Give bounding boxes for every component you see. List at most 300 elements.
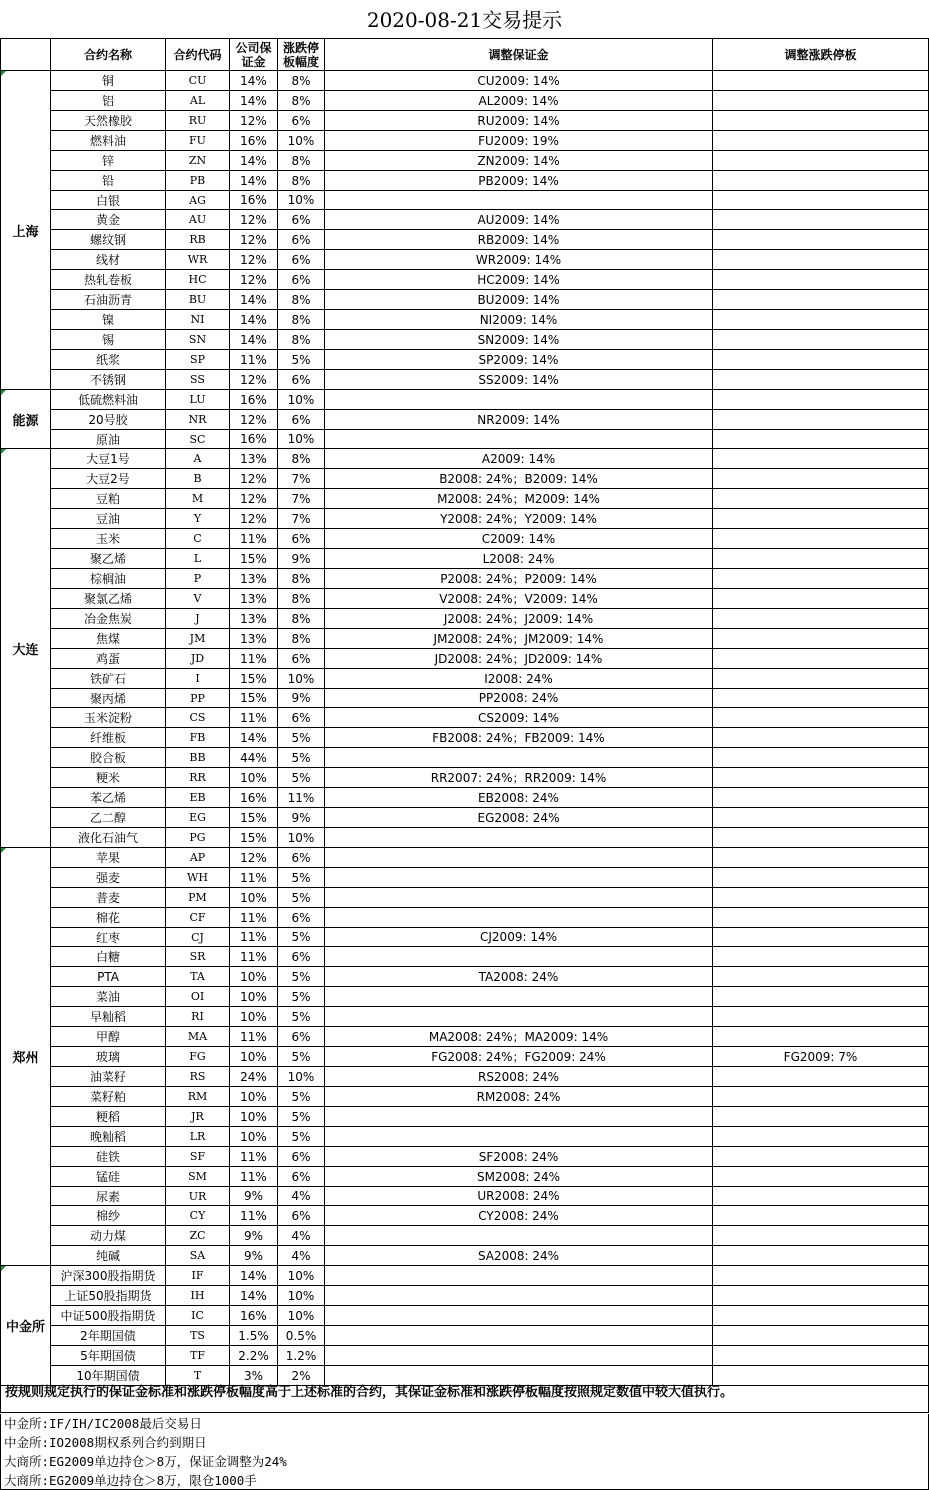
adjusted-margin: NI2009: 14% [479, 312, 558, 327]
contract-code: RB [189, 233, 206, 246]
company-margin: 15% [240, 671, 267, 686]
contract-name: 聚丙烯 [89, 691, 126, 706]
contract-name: 燃料油 [89, 134, 126, 148]
adjusted-limit [713, 1306, 928, 1325]
company-margin: 12% [240, 412, 267, 427]
adjusted-margin: RS2008: 24% [477, 1069, 560, 1084]
grid-line [50, 130, 929, 131]
adjusted-limit [713, 529, 928, 548]
grid-line [50, 110, 929, 111]
contract-code: NR [188, 413, 207, 426]
grid-line [50, 1066, 929, 1067]
grid-line [50, 568, 929, 569]
note-line: 大商所:EG2009单边持仓＞8万，限仓1000手 [4, 1473, 257, 1488]
margin-table [0, 38, 929, 1383]
price-limit: 7% [291, 491, 311, 506]
adjusted-limit [713, 908, 928, 927]
adjusted-margin: P2008: 24%；P2009: 14% [440, 572, 597, 586]
adjusted-limit [713, 250, 928, 269]
contract-name: 乙二醇 [89, 811, 126, 825]
company-margin: 16% [240, 790, 267, 805]
grid-line [50, 548, 929, 549]
grid-line [50, 508, 929, 509]
adjusted-margin: J2008: 24%；J2009: 14% [443, 612, 594, 626]
price-limit: 5% [291, 750, 311, 765]
grid-line [50, 747, 929, 748]
price-limit: 8% [291, 571, 311, 586]
company-margin: 14% [240, 73, 267, 88]
company-margin: 10% [240, 1089, 267, 1104]
company-margin: 15% [240, 830, 267, 845]
contract-code: L [193, 552, 202, 565]
company-margin: 12% [240, 232, 267, 247]
rule-note: 按规则规定执行的保证金标准和涨跌停板幅度高于上述标准的合约，其保证金标准和涨跌停板幅度按照规定数值中较大值执行。 [0, 1373, 929, 1413]
grid-line [50, 1166, 929, 1167]
adjusted-margin: WR2009: 14% [475, 252, 562, 267]
adjusted-margin [325, 748, 712, 767]
contract-code: LR [189, 1130, 206, 1143]
adjusted-limit [713, 1107, 928, 1126]
adjusted-limit [713, 469, 928, 488]
grid-line [50, 528, 929, 529]
contract-name: 棕榈油 [89, 572, 126, 586]
company-margin: 10% [240, 770, 267, 785]
adjusted-margin: HC2009: 14% [477, 272, 560, 287]
grid-line [50, 1126, 929, 1127]
company-margin: 11% [240, 949, 267, 964]
adjusted-limit [713, 370, 928, 389]
contract-code: RS [189, 1070, 206, 1083]
grid-line [50, 986, 929, 987]
contract-code: PP [190, 691, 205, 705]
adjusted-limit [713, 987, 928, 1006]
adjusted-margin: SF2008: 24% [478, 1149, 559, 1164]
grid-line [50, 150, 929, 151]
grid-line [50, 349, 929, 350]
adjusted-limit [713, 410, 928, 429]
grid-line [50, 1146, 929, 1147]
grid-line [0, 38, 929, 39]
contract-code: JD [190, 652, 205, 665]
adjusted-margin: FU2009: 19% [478, 133, 559, 148]
adjusted-margin [325, 848, 712, 867]
adjusted-limit [713, 290, 928, 309]
adjusted-margin: B2008: 24%；B2009: 14% [439, 472, 598, 486]
adjusted-limit [713, 589, 928, 608]
contract-code: CS [189, 711, 206, 724]
price-limit: 6% [291, 113, 311, 128]
contract-code: A [193, 452, 202, 465]
price-limit: 5% [291, 1129, 311, 1144]
contract-code: TF [190, 1349, 205, 1362]
contract-code: ZN [188, 154, 207, 167]
company-margin: 10% [240, 1009, 267, 1024]
contract-name: 晚籼稻 [89, 1130, 126, 1144]
adjusted-margin: CS2009: 14% [477, 710, 560, 725]
company-margin: 14% [240, 153, 267, 168]
contract-name: 5年期国债 [80, 1349, 136, 1363]
contract-code: SC [189, 432, 206, 446]
grid-line [50, 707, 929, 708]
price-limit: 5% [291, 930, 311, 944]
grid-line [50, 1345, 929, 1346]
contract-code: ZC [189, 1229, 206, 1242]
company-margin: 12% [240, 471, 267, 486]
adjusted-margin: M2008: 24%；M2009: 14% [437, 492, 600, 506]
grid-line [50, 1026, 929, 1027]
grid-line [50, 468, 929, 469]
grid-line [50, 827, 929, 828]
price-limit: 10% [287, 1268, 315, 1283]
price-limit: 6% [291, 850, 311, 865]
contract-name: 2年期国债 [80, 1329, 136, 1343]
contract-name: 纤维板 [89, 731, 126, 745]
price-limit: 5% [291, 1089, 311, 1104]
contract-name: 铜 [101, 74, 114, 88]
price-limit: 6% [291, 212, 311, 227]
grid-line [50, 787, 929, 788]
grid-line [50, 289, 929, 290]
contract-name: 黄金 [95, 213, 120, 227]
notes-block [0, 1414, 929, 1490]
grid-line [50, 608, 929, 609]
adjusted-margin: SA2008: 24% [477, 1248, 560, 1263]
grid-line [50, 867, 929, 868]
price-limit: 8% [291, 631, 311, 646]
company-margin: 44% [240, 750, 267, 765]
contract-name: 铅 [101, 174, 114, 188]
contract-code: MA [187, 1030, 208, 1043]
price-limit: 6% [291, 412, 311, 427]
grid-line [50, 1006, 929, 1007]
grid-line [50, 907, 929, 908]
adjusted-limit [713, 390, 928, 409]
adjusted-margin: CJ2009: 14% [480, 930, 557, 944]
adjusted-limit [713, 1147, 928, 1166]
company-margin: 11% [240, 1149, 267, 1164]
grid-line [50, 38, 51, 1386]
adjusted-margin: SP2009: 14% [478, 352, 559, 367]
company-margin: 10% [240, 969, 267, 984]
adjusted-limit [713, 1206, 928, 1225]
adjusted-margin: TA2008: 24% [478, 969, 559, 984]
adjusted-margin: SS2009: 14% [478, 372, 559, 387]
price-limit: 2% [291, 1368, 311, 1383]
company-margin: 16% [240, 133, 267, 148]
company-margin: 11% [240, 1208, 267, 1223]
company-margin: 14% [240, 332, 267, 347]
adjusted-margin: RR2007: 24%；RR2009: 14% [430, 771, 607, 785]
price-limit: 5% [291, 1109, 311, 1124]
price-limit: 6% [291, 1208, 311, 1223]
adjusted-margin [325, 828, 712, 847]
contract-code: WH [187, 871, 208, 884]
contract-code: J [195, 612, 200, 625]
grid-line [0, 38, 1, 1386]
grid-line [0, 847, 929, 848]
contract-name: 早籼稻 [89, 1010, 126, 1024]
adjusted-margin: RU2009: 14% [477, 113, 560, 128]
grid-line [50, 648, 929, 649]
contract-name: 油菜籽 [89, 1070, 126, 1084]
adjusted-limit [713, 330, 928, 349]
contract-name: 焦煤 [95, 632, 120, 646]
price-limit: 10% [287, 830, 315, 845]
contract-name: 液化石油气 [77, 831, 138, 845]
contract-code: CU [188, 74, 207, 87]
adjusted-margin [325, 430, 712, 448]
adjusted-limit [713, 748, 928, 767]
grid-line [712, 38, 713, 1386]
grid-line [50, 1305, 929, 1306]
contract-name: 热轧卷板 [83, 273, 132, 287]
company-margin: 14% [240, 292, 267, 307]
cell-marker-icon [1, 449, 6, 454]
company-margin: 15% [240, 810, 267, 825]
contract-name: 动力煤 [89, 1229, 126, 1243]
contract-code: C [193, 532, 202, 545]
adjusted-limit [713, 1346, 928, 1365]
adjusted-limit [713, 828, 928, 847]
grid-line [50, 429, 929, 430]
adjusted-margin [325, 1007, 712, 1026]
price-limit: 6% [291, 910, 311, 925]
price-limit: 1.2% [285, 1348, 317, 1363]
price-limit: 5% [291, 770, 311, 785]
company-margin: 11% [240, 651, 267, 666]
adjusted-margin: FB2008: 24%；FB2009: 14% [432, 731, 605, 745]
contract-code: PG [189, 831, 206, 844]
adjusted-limit [713, 1127, 928, 1146]
adjusted-limit [713, 1286, 928, 1305]
adjusted-limit [713, 310, 928, 329]
header-exchange [1, 39, 50, 70]
contract-name: 尿素 [95, 1189, 120, 1204]
company-margin: 14% [240, 312, 267, 327]
adjusted-limit [713, 111, 928, 130]
contract-code: AU [188, 213, 207, 226]
contract-name: 沪深300股指期货 [60, 1269, 156, 1283]
company-margin: 11% [240, 930, 267, 944]
price-limit: 6% [291, 372, 311, 387]
company-margin: 12% [240, 252, 267, 267]
adjusted-limit [713, 649, 928, 668]
price-limit: 5% [291, 890, 311, 905]
contract-name: 豆粕 [95, 492, 120, 506]
adjusted-margin [325, 1326, 712, 1345]
company-margin: 11% [240, 710, 267, 725]
price-limit: 5% [291, 352, 311, 367]
adjusted-limit: FG2009: 7% [783, 1049, 858, 1064]
contract-name: 强麦 [95, 871, 120, 885]
grid-line [50, 409, 929, 410]
grid-line [50, 1285, 929, 1286]
adjusted-margin: RM2008: 24% [476, 1089, 561, 1104]
price-limit: 6% [291, 1169, 311, 1184]
price-limit: 6% [291, 232, 311, 247]
grid-line [0, 448, 929, 449]
company-margin: 11% [240, 910, 267, 925]
contract-code: Y [193, 512, 202, 525]
adjusted-margin: PB2009: 14% [478, 173, 559, 188]
contract-code: V [193, 592, 202, 605]
adjusted-margin: SM2008: 24% [476, 1169, 561, 1184]
price-limit: 6% [291, 1029, 311, 1044]
contract-code: RI [191, 1010, 204, 1023]
contract-code: CJ [191, 930, 204, 944]
company-margin: 11% [240, 531, 267, 546]
company-margin: 11% [240, 870, 267, 885]
adjusted-limit [713, 569, 928, 588]
grid-line [50, 966, 929, 967]
exchange-label: 大连 [12, 642, 39, 658]
contract-code: WR [187, 253, 208, 266]
company-margin: 14% [240, 1268, 267, 1283]
grid-line [50, 588, 929, 589]
company-margin: 12% [240, 113, 267, 128]
contract-code: EG [189, 811, 206, 824]
contract-name: 锌 [101, 154, 114, 168]
price-limit: 8% [291, 73, 311, 88]
price-limit: 7% [291, 471, 311, 486]
adjusted-margin [325, 987, 712, 1006]
adjusted-limit [713, 868, 928, 887]
company-margin: 15% [240, 551, 267, 566]
adjusted-limit [713, 430, 928, 448]
exchange-label: 郑州 [12, 1051, 39, 1066]
contract-code: FB [189, 731, 206, 744]
company-margin: 9% [243, 1189, 264, 1203]
company-margin: 11% [240, 1169, 267, 1184]
contract-code: B [193, 472, 202, 485]
adjusted-limit [713, 210, 928, 229]
price-limit: 6% [291, 949, 311, 964]
adjusted-limit [713, 230, 928, 249]
price-limit: 5% [291, 989, 311, 1004]
contract-name: 白糖 [95, 950, 120, 964]
grid-line [50, 1186, 929, 1187]
adjusted-margin: I2008: 24% [484, 671, 553, 686]
contract-name: 10年期国债 [76, 1369, 140, 1383]
company-margin: 14% [240, 93, 267, 108]
contract-name: 镍 [101, 313, 114, 327]
note-line: 大商所:EG2009单边持仓＞8万，保证金调整为24% [4, 1454, 287, 1469]
price-limit: 6% [291, 272, 311, 287]
price-limit: 5% [291, 1049, 311, 1064]
adjusted-margin [325, 947, 712, 966]
company-margin: 24% [240, 1069, 267, 1084]
contract-code: PM [188, 891, 207, 904]
company-margin: 12% [240, 212, 267, 227]
adjusted-margin: V2008: 24%；V2009: 14% [439, 592, 598, 606]
adjusted-margin [325, 1346, 712, 1365]
contract-name: 线材 [95, 253, 120, 267]
grid-line [50, 668, 929, 669]
company-margin: 13% [240, 631, 267, 646]
company-margin: 10% [240, 1109, 267, 1124]
price-limit: 6% [291, 710, 311, 725]
adjusted-limit [713, 788, 928, 807]
contract-code: IF [191, 1269, 204, 1282]
adjusted-margin: ZN2009: 14% [477, 153, 560, 168]
price-limit: 7% [291, 511, 311, 526]
contract-name: 豆油 [95, 512, 120, 526]
adjusted-limit [713, 728, 928, 747]
grid-line [50, 887, 929, 888]
contract-name: 上证50股指期货 [64, 1289, 152, 1303]
adjusted-limit [713, 1326, 928, 1345]
adjusted-limit [713, 171, 928, 190]
contract-name: 纸浆 [95, 353, 120, 367]
contract-name: 普麦 [95, 891, 120, 905]
header-adj-margin: 调整保证金 [488, 47, 549, 62]
adjusted-limit [713, 1027, 928, 1046]
price-limit: 10% [287, 1288, 315, 1303]
price-limit: 6% [291, 531, 311, 546]
grid-line [165, 38, 166, 1386]
adjusted-limit [713, 350, 928, 369]
company-margin: 12% [240, 372, 267, 387]
exchange-label: 中金所 [5, 1320, 45, 1335]
company-margin: 13% [240, 451, 267, 466]
contract-name: 胶合板 [89, 751, 126, 765]
company-margin: 10% [240, 989, 267, 1004]
grid-line [50, 249, 929, 250]
grid-line [50, 688, 929, 689]
adjusted-margin: SN2009: 14% [477, 332, 560, 347]
price-limit: 9% [291, 691, 311, 705]
header-limit: 涨跌停板幅度 [282, 40, 319, 69]
grid-line [0, 70, 929, 71]
company-margin: 12% [240, 272, 267, 287]
adjusted-margin [325, 868, 712, 887]
price-limit: 0.5% [285, 1328, 317, 1343]
adjusted-margin [325, 1127, 712, 1146]
price-limit: 4% [291, 1248, 311, 1263]
contract-code: PB [189, 174, 206, 187]
cell-marker-icon [1, 1266, 6, 1271]
price-limit: 10% [287, 671, 315, 686]
company-margin: 3% [243, 1368, 264, 1383]
contract-name: 菜籽粕 [89, 1090, 126, 1104]
company-margin: 9% [243, 1228, 264, 1243]
adjusted-limit [713, 888, 928, 907]
adjusted-limit [713, 91, 928, 110]
grid-line [50, 807, 929, 808]
company-margin: 12% [240, 511, 267, 526]
contract-code: CF [189, 911, 206, 924]
price-limit: 5% [291, 969, 311, 984]
contract-name: 冶金焦炭 [83, 612, 132, 626]
contract-code: LU [189, 393, 206, 406]
price-limit: 8% [291, 332, 311, 347]
contract-name: 聚氯乙烯 [83, 592, 132, 606]
contract-name: 中证500股指期货 [60, 1309, 156, 1323]
adjusted-limit [713, 609, 928, 628]
contract-code: TA [190, 970, 205, 983]
adjusted-limit [713, 669, 928, 688]
company-margin: 13% [240, 591, 267, 606]
contract-code: FU [189, 134, 206, 147]
company-margin: 1.5% [238, 1328, 269, 1343]
adjusted-limit [713, 928, 928, 946]
contract-name: 锰硅 [95, 1170, 120, 1184]
grid-line [50, 628, 929, 629]
contract-code: CY [189, 1209, 206, 1222]
grid-line [0, 1265, 929, 1266]
price-limit: 8% [291, 611, 311, 626]
price-limit: 5% [291, 730, 311, 745]
